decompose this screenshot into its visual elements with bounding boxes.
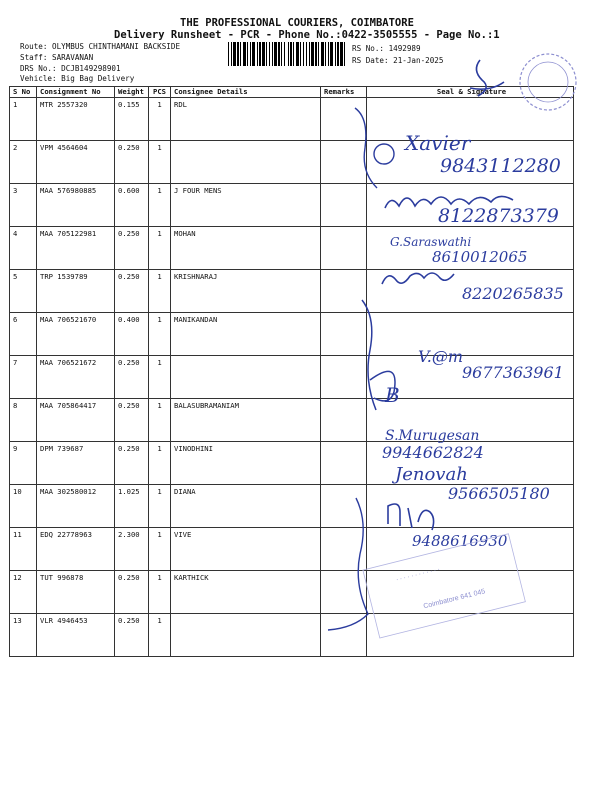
signature-cell: [367, 98, 574, 141]
sno-cell: 11: [10, 528, 37, 571]
remarks-cell: [321, 313, 367, 356]
consignee-cell: J FOUR MENS: [171, 184, 321, 227]
stamp-city-line: Coimbatore 641 045: [422, 588, 487, 611]
weight-cell: 0.250: [115, 442, 149, 485]
handwritten-phone-row12: 9488616930: [412, 532, 508, 550]
remarks-cell: [321, 98, 367, 141]
handwritten-phone-row2: 9843112280: [440, 155, 561, 177]
remarks-cell: [321, 141, 367, 184]
weight-cell: 0.600: [115, 184, 149, 227]
remarks-cell: [321, 356, 367, 399]
remarks-cell: [321, 184, 367, 227]
consignment-cell: MAA 706521670: [37, 313, 115, 356]
vehicle-label: Vehicle: Big Bag Delivery: [20, 74, 135, 83]
signature-cell: [367, 614, 574, 657]
table-row: [10, 528, 574, 571]
sno-cell: 12: [10, 571, 37, 614]
pcs-cell: 1: [149, 98, 171, 141]
remarks-cell: [321, 399, 367, 442]
pcs-cell: 1: [149, 356, 171, 399]
table-header-row: [10, 87, 574, 98]
table-row: [10, 356, 574, 399]
handwritten-phone-row10: 9566505180: [448, 484, 550, 503]
signature-cell: [367, 356, 574, 399]
remarks-cell: [321, 528, 367, 571]
pcs-cell: 1: [149, 141, 171, 184]
handwritten-mark-row7: V.@m: [418, 347, 464, 366]
consignee-cell: [171, 614, 321, 657]
handwritten-name-row10: Jenovah: [395, 464, 468, 485]
signature-cell: [367, 442, 574, 485]
handwritten-name-row2: Xavier: [405, 131, 471, 155]
table-row: [10, 270, 574, 313]
runsheet-table: [9, 86, 574, 657]
handwritten-phone-row5: 8220265835: [462, 284, 564, 303]
remarks-cell: [321, 227, 367, 270]
table-row: [10, 184, 574, 227]
signature-cell: [367, 184, 574, 227]
remarks-cell: [321, 485, 367, 528]
rs-number: RS No.: 1492989: [352, 44, 421, 53]
table-row: [10, 442, 574, 485]
table-row: [10, 98, 574, 141]
table-row: [10, 141, 574, 184]
consignee-cell: [171, 141, 321, 184]
consignee-cell: MANIKANDAN: [171, 313, 321, 356]
pcs-cell: 1: [149, 270, 171, 313]
col-header-consignee: Consignee Details: [171, 87, 321, 98]
pcs-cell: 1: [149, 571, 171, 614]
consignee-cell: MOHAN: [171, 227, 321, 270]
stamp-line-decor: . . . . . . . . . . . .: [395, 564, 441, 583]
consignee-cell: RDL: [171, 98, 321, 141]
weight-cell: 0.250: [115, 399, 149, 442]
col-header-pcs: PCS: [149, 87, 171, 98]
col-header-remarks: Remarks: [321, 87, 367, 98]
col-header-sno: S No: [10, 87, 37, 98]
consignee-cell: KRISHNARAJ: [171, 270, 321, 313]
consignee-cell: [171, 356, 321, 399]
signature-cell: [367, 141, 574, 184]
table-row: [10, 571, 574, 614]
consignment-cell: MAA 705122981: [37, 227, 115, 270]
handwritten-phone-row9: 9944662824: [382, 443, 484, 462]
barcode-image: [228, 42, 346, 66]
sno-cell: 13: [10, 614, 37, 657]
weight-cell: 0.155: [115, 98, 149, 141]
signature-cell: [367, 485, 574, 528]
signature-cell: [367, 313, 574, 356]
remarks-cell: [321, 614, 367, 657]
handwritten-mark-row8: B: [385, 383, 400, 407]
pcs-cell: 1: [149, 528, 171, 571]
pcs-cell: 1: [149, 485, 171, 528]
signature-cell: [367, 227, 574, 270]
consignee-cell: DIANA: [171, 485, 321, 528]
col-header-consignment: Consignment No: [37, 87, 115, 98]
sno-cell: 4: [10, 227, 37, 270]
table-row: [10, 485, 574, 528]
company-name: THE PROFESSIONAL COURIERS, COIMBATORE: [180, 17, 414, 29]
pcs-cell: 1: [149, 442, 171, 485]
sno-cell: 9: [10, 442, 37, 485]
consignment-cell: TRP 1539789: [37, 270, 115, 313]
consignee-cell: VIVE: [171, 528, 321, 571]
sno-cell: 10: [10, 485, 37, 528]
sno-cell: 6: [10, 313, 37, 356]
signature-cell: [367, 528, 574, 571]
table-row: [10, 227, 574, 270]
signature-cell: [367, 399, 574, 442]
signature-cell: [367, 571, 574, 614]
weight-cell: 0.250: [115, 141, 149, 184]
consignment-cell: MAA 302580012: [37, 485, 115, 528]
handwritten-phone-row7: 9677363961: [462, 363, 564, 382]
pcs-cell: 1: [149, 184, 171, 227]
rs-date: RS Date: 21-Jan-2025: [352, 56, 444, 65]
pcs-cell: 1: [149, 313, 171, 356]
table-row: [10, 313, 574, 356]
consignment-cell: EDQ 22778963: [37, 528, 115, 571]
handwritten-name-row9: S.Murugesan: [385, 428, 480, 444]
remarks-cell: [321, 571, 367, 614]
col-header-weight: Weight: [115, 87, 149, 98]
weight-cell: 0.250: [115, 227, 149, 270]
sno-cell: 8: [10, 399, 37, 442]
weight-cell: 0.250: [115, 571, 149, 614]
consignment-cell: DPM 739687: [37, 442, 115, 485]
consignment-cell: VPM 4564604: [37, 141, 115, 184]
weight-cell: 0.250: [115, 270, 149, 313]
consignment-cell: VLR 4946453: [37, 614, 115, 657]
table-row: [10, 614, 574, 657]
sno-cell: 5: [10, 270, 37, 313]
sno-cell: 2: [10, 141, 37, 184]
weight-cell: 0.250: [115, 614, 149, 657]
pcs-cell: 1: [149, 614, 171, 657]
sno-cell: 3: [10, 184, 37, 227]
runsheet-title: Delivery Runsheet - PCR - Phone No.:0422-3505555 - Page No.:1: [114, 29, 500, 41]
sno-cell: 1: [10, 98, 37, 141]
weight-cell: 2.300: [115, 528, 149, 571]
consignee-cell: BALASUBRAMANIAM: [171, 399, 321, 442]
consignment-cell: TUT 996878: [37, 571, 115, 614]
table-row: [10, 399, 574, 442]
signature-cell: [367, 270, 574, 313]
col-header-signature: Seal & Signature: [367, 87, 574, 98]
remarks-cell: [321, 442, 367, 485]
consignment-cell: MAA 576980885: [37, 184, 115, 227]
drs-number: DRS No.: DCJB149298901: [20, 64, 121, 73]
handwritten-phone-row4: 8610012065: [432, 248, 528, 266]
remarks-cell: [321, 270, 367, 313]
handwritten-name-row4: G.Saraswathi: [390, 235, 472, 249]
consignment-cell: MTR 2557320: [37, 98, 115, 141]
handwritten-phone-row3: 8122873379: [438, 205, 559, 227]
consignment-cell: MAA 706521672: [37, 356, 115, 399]
weight-cell: 0.400: [115, 313, 149, 356]
pcs-cell: 1: [149, 227, 171, 270]
consignee-cell: KARTHICK: [171, 571, 321, 614]
route-label: Route: OLYMBUS CHINTHAMANI BACKSIDE: [20, 42, 181, 51]
pcs-cell: 1: [149, 399, 171, 442]
weight-cell: 0.250: [115, 356, 149, 399]
sno-cell: 7: [10, 356, 37, 399]
weight-cell: 1.025: [115, 485, 149, 528]
consignee-cell: VINODHINI: [171, 442, 321, 485]
staff-label: Staff: SARAVANAN: [20, 53, 94, 62]
consignment-cell: MAA 705864417: [37, 399, 115, 442]
